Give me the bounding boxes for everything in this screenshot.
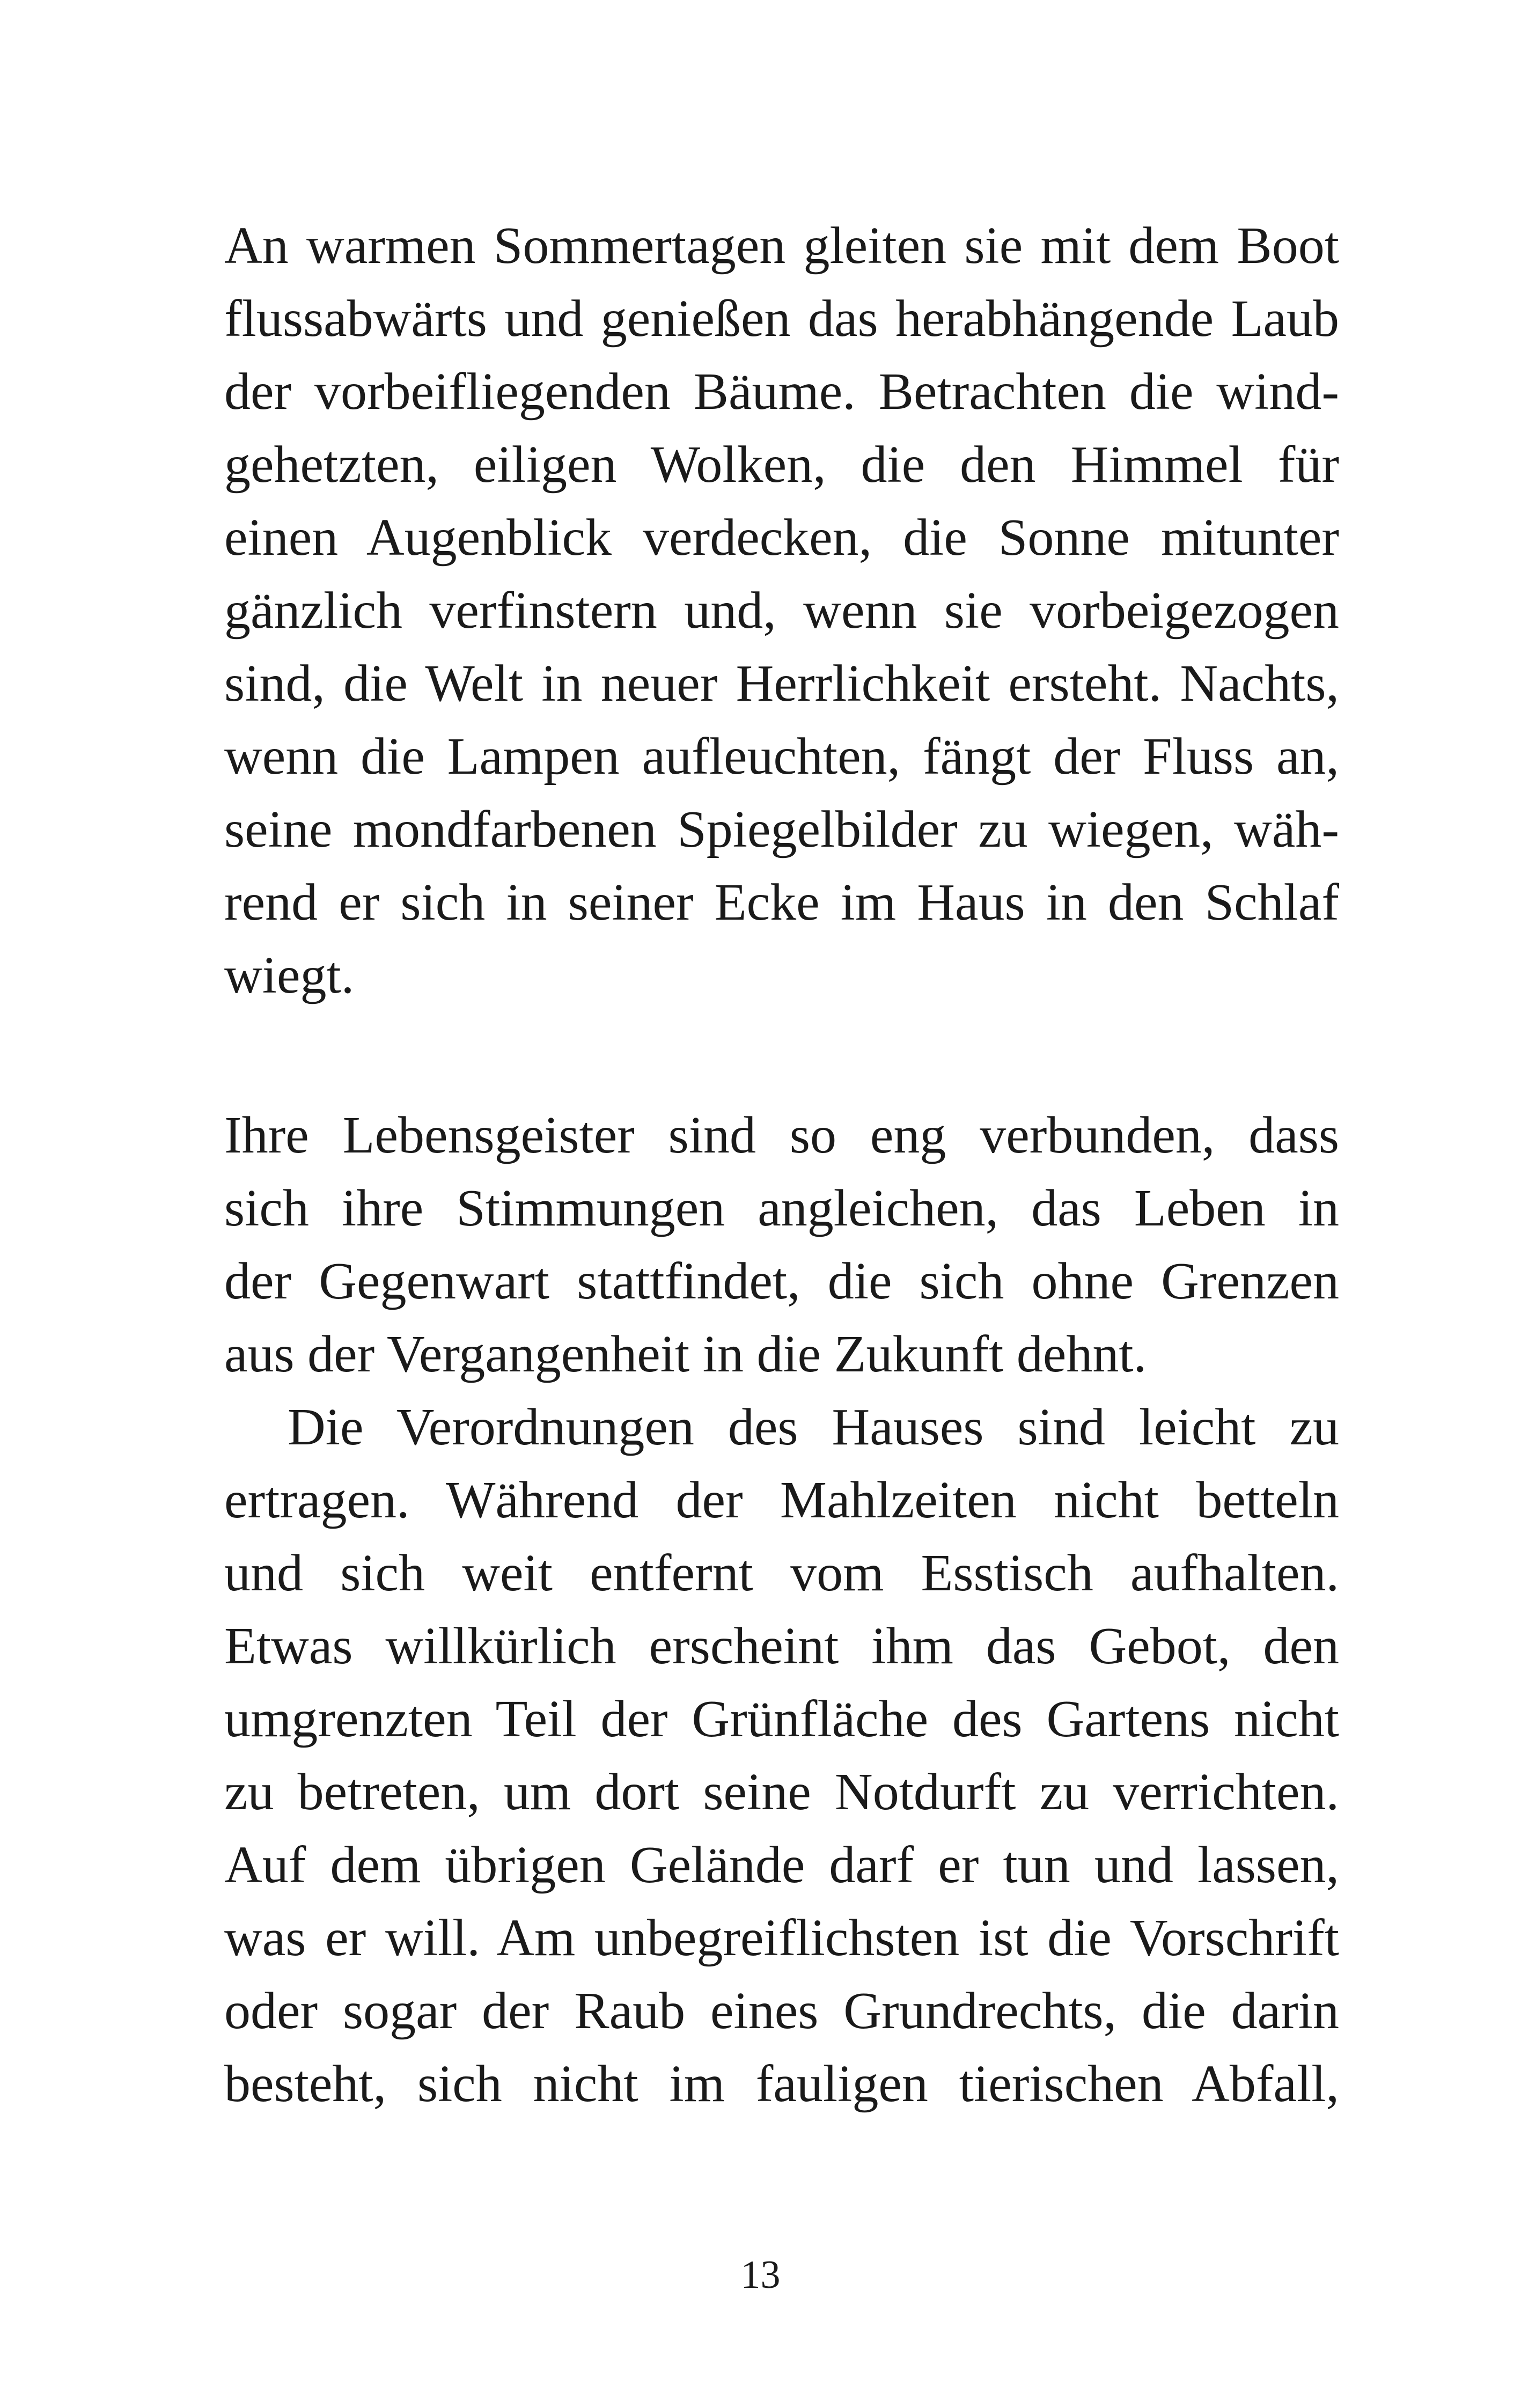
text-line: der vorbeifliegenden Bäume. Betrachten die wind-: [224, 363, 1339, 421]
paragraph-spirits: [224, 1099, 1339, 1391]
text-line: zu betreten, um dort seine Notdurft zu verrichten.: [224, 1763, 1339, 1821]
text-line: umgrenzten Teil der Grünfläche des Gartens nicht: [224, 1690, 1339, 1748]
text-line: seine mondfarbenen Spiegelbilder zu wiegen, wäh-: [224, 801, 1339, 858]
text-line: einen Augenblick verdecken, die Sonne mitunter: [224, 509, 1339, 567]
text-line: wenn die Lampen aufleuchten, fängt der Fluss an,: [224, 728, 1339, 785]
text-line: sich ihre Stimmungen angleichen, das Leben in: [224, 1179, 1339, 1237]
text-line: sind, die Welt in neuer Herrlichkeit ersteht. Nachts,: [224, 655, 1339, 713]
text-line: flussabwärts und genießen das herabhängende Laub: [224, 290, 1339, 348]
paragraph-boat-trips: [224, 209, 1339, 1012]
text-line: Ihre Lebensgeister sind so eng verbunden, dass: [224, 1106, 1339, 1164]
paragraph-house-rules: [224, 1391, 1339, 2120]
text-line: der Gegenwart stattfindet, die sich ohne Grenzen: [224, 1252, 1339, 1310]
text-line: wiegt.: [224, 946, 355, 1004]
page-number: 13: [740, 2253, 781, 2297]
text-line: gehetzten, eiligen Wolken, die den Himmel für: [224, 436, 1339, 494]
text-line: rend er sich in seiner Ecke im Haus in den Schlaf: [224, 873, 1339, 931]
text-line: ertragen. Während der Mahlzeiten nicht betteln: [224, 1471, 1339, 1529]
text-line: Etwas willkürlich erscheint ihm das Gebot, den: [224, 1617, 1339, 1675]
text-line: besteht, sich nicht im fauligen tierischen Abfall,: [224, 2055, 1339, 2113]
text-line: aus der Vergangenheit in die Zukunft dehnt.: [224, 1325, 1147, 1383]
text-line: oder sogar der Raub eines Grundrechts, die darin: [224, 1982, 1339, 2040]
text-line: was er will. Am unbegreiflichsten ist die Vorschrift: [224, 1909, 1339, 1967]
text-line: gänzlich verfinstern und, wenn sie vorbeigezogen: [224, 582, 1339, 640]
text-line: Die Verordnungen des Hauses sind leicht zu: [288, 1398, 1339, 1456]
text-line: Auf dem übrigen Gelände darf er tun und lassen,: [224, 1836, 1339, 1894]
text-line: An warmen Sommertagen gleiten sie mit dem Boot: [224, 217, 1339, 275]
text-line: und sich weit entfernt vom Esstisch aufhalten.: [224, 1544, 1339, 1602]
